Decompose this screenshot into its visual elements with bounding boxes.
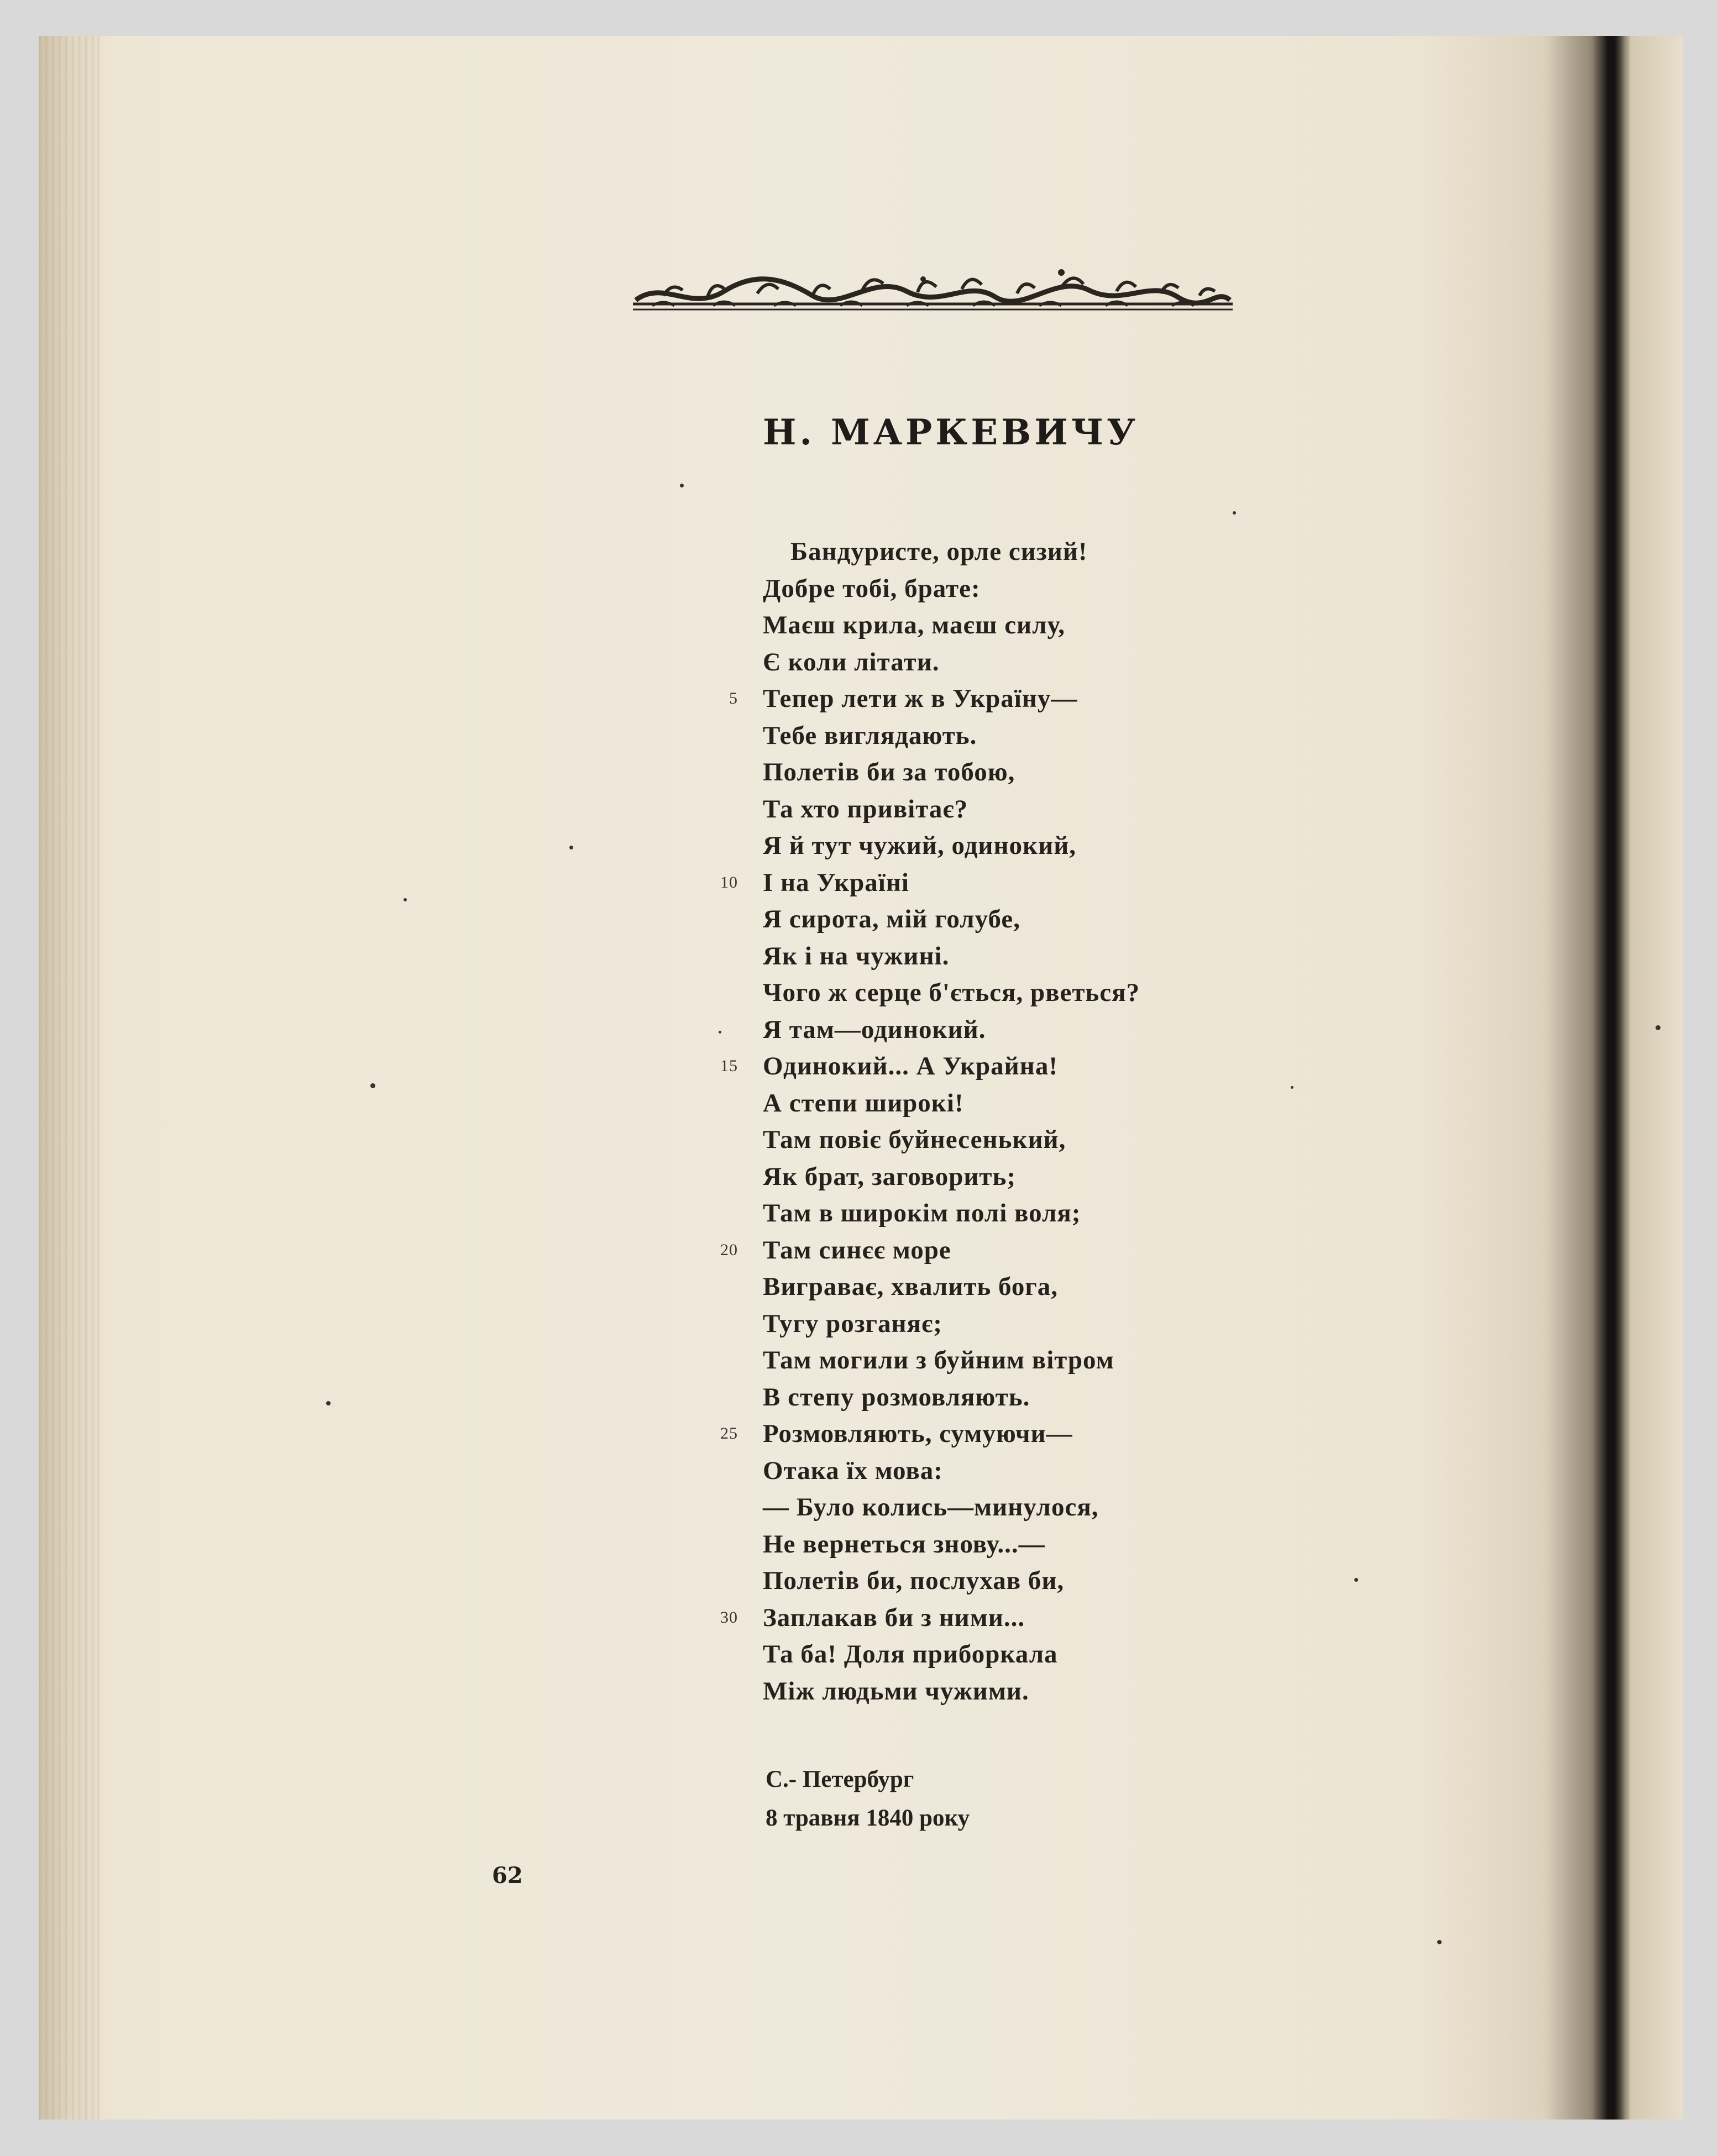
poem-line-text: Заплакав би з ними... xyxy=(763,1603,1025,1632)
poem-text xyxy=(720,533,1140,1709)
poem-line xyxy=(763,901,1140,938)
poem-line xyxy=(763,607,1140,644)
line-number: 10 xyxy=(720,873,738,891)
line-number: 15 xyxy=(720,1057,738,1075)
poem-line xyxy=(763,1305,1140,1342)
poem-line xyxy=(763,1268,1140,1305)
page-edge-shadow xyxy=(39,36,99,2120)
poem-line xyxy=(763,791,1140,828)
date-text: 8 травня 1840 року xyxy=(766,1805,970,1831)
line-number: 20 xyxy=(720,1240,738,1259)
poem-line xyxy=(763,1195,1140,1232)
poem-line-text: А степи широкі! xyxy=(763,1088,964,1118)
page-number: 62 xyxy=(492,1863,523,1889)
poem-line-text: Бандуристе, орле сизий! xyxy=(790,537,1088,566)
poem-line xyxy=(763,1562,1140,1599)
poem-line-text: Полетів би за тобою, xyxy=(763,758,1015,786)
poem-line-text: Я й тут чужий, одинокий, xyxy=(763,831,1077,860)
poem-line-text: Там в широкім полі воля; xyxy=(763,1199,1081,1227)
poem-line xyxy=(763,644,1140,681)
poem-line xyxy=(763,938,1140,975)
poem-line-text: Як і на чужині. xyxy=(763,941,950,971)
poem-line-text: Між людьми чужими. xyxy=(763,1676,1029,1706)
line-number: 5 xyxy=(729,689,738,707)
poem-line xyxy=(763,1158,1140,1195)
poem-line xyxy=(720,864,1140,901)
poem-line xyxy=(720,1232,1140,1269)
poem-line xyxy=(763,827,1140,864)
poem-title: Н. МАРКЕВИЧУ xyxy=(763,412,1139,453)
poem-line-text: Тебе виглядають. xyxy=(763,721,977,750)
poem-line-text: Виграває, хвалить бога, xyxy=(763,1272,1059,1301)
poem-line-text: Одинокий... А Украйна! xyxy=(763,1052,1058,1080)
poem-line xyxy=(763,1342,1140,1379)
poem-line xyxy=(763,570,1140,607)
poem-line-text: І на Україні xyxy=(763,868,909,897)
poem-line xyxy=(763,1452,1140,1489)
poem-line xyxy=(763,1636,1140,1673)
poem-line-text: Та ба! Доля приборкала xyxy=(763,1640,1058,1669)
poem-line-text: Там повіє буйнесенький, xyxy=(763,1125,1066,1154)
poem-line xyxy=(763,1489,1140,1526)
poem-line xyxy=(720,1599,1140,1636)
poem-line-text: Тугу розганяє; xyxy=(763,1309,942,1338)
place-date-signature xyxy=(766,1760,970,1838)
poem-line xyxy=(729,680,1140,717)
poem-line-text: Не вернеться знову...— xyxy=(763,1529,1045,1559)
poem-line-text: Добре тобі, брате: xyxy=(763,574,981,603)
poem-line xyxy=(763,1673,1140,1710)
poem-line-text: Тепер лети ж в Україну— xyxy=(763,684,1078,713)
poem-line xyxy=(763,1526,1140,1563)
poem-line-text: Чого ж серце б'ється, рветься? xyxy=(763,978,1140,1007)
poem-line xyxy=(763,1085,1140,1122)
poem-line xyxy=(763,533,1140,570)
poem-line-text: Маєш крила, маєш силу, xyxy=(763,611,1066,639)
poem-line-text: Там могили з буйним вітром xyxy=(763,1346,1114,1375)
poem-line xyxy=(720,1048,1140,1085)
poem-line xyxy=(720,1415,1140,1452)
poem-line xyxy=(763,1379,1140,1416)
line-number: 30 xyxy=(720,1608,738,1627)
poem-line-text: Та хто привітає? xyxy=(763,794,968,823)
vine-ornament-icon xyxy=(630,257,1235,326)
poem-line xyxy=(763,974,1140,1011)
poem-line-text: Є коли літати. xyxy=(763,647,940,676)
book-gutter xyxy=(1548,36,1631,2120)
poem-line-text: Розмовляють, сумуючи— xyxy=(763,1419,1073,1448)
poem-line xyxy=(763,1011,1140,1048)
line-number: 25 xyxy=(720,1424,738,1442)
poem-line-text: — Було колись—минулося, xyxy=(763,1493,1099,1522)
poem-line-text: Я сирота, мій голубе, xyxy=(763,905,1021,933)
poem-line xyxy=(763,754,1140,791)
poem-line-text: Полетів би, послухав би, xyxy=(763,1566,1065,1595)
poem-line-text: Отака їх мова: xyxy=(763,1456,943,1485)
poem-line xyxy=(763,717,1140,754)
place-text: С.- Петербург xyxy=(766,1766,914,1792)
poem-line xyxy=(763,1121,1140,1158)
poem-line-text: В степу розмовляють. xyxy=(763,1382,1030,1412)
poem-line-text: Там синєє море xyxy=(763,1235,951,1265)
poem-line-text: Я там—одинокий. xyxy=(763,1015,986,1044)
scanned-book-page xyxy=(39,36,1683,2120)
poem-line-text: Як брат, заговорить; xyxy=(763,1162,1017,1191)
